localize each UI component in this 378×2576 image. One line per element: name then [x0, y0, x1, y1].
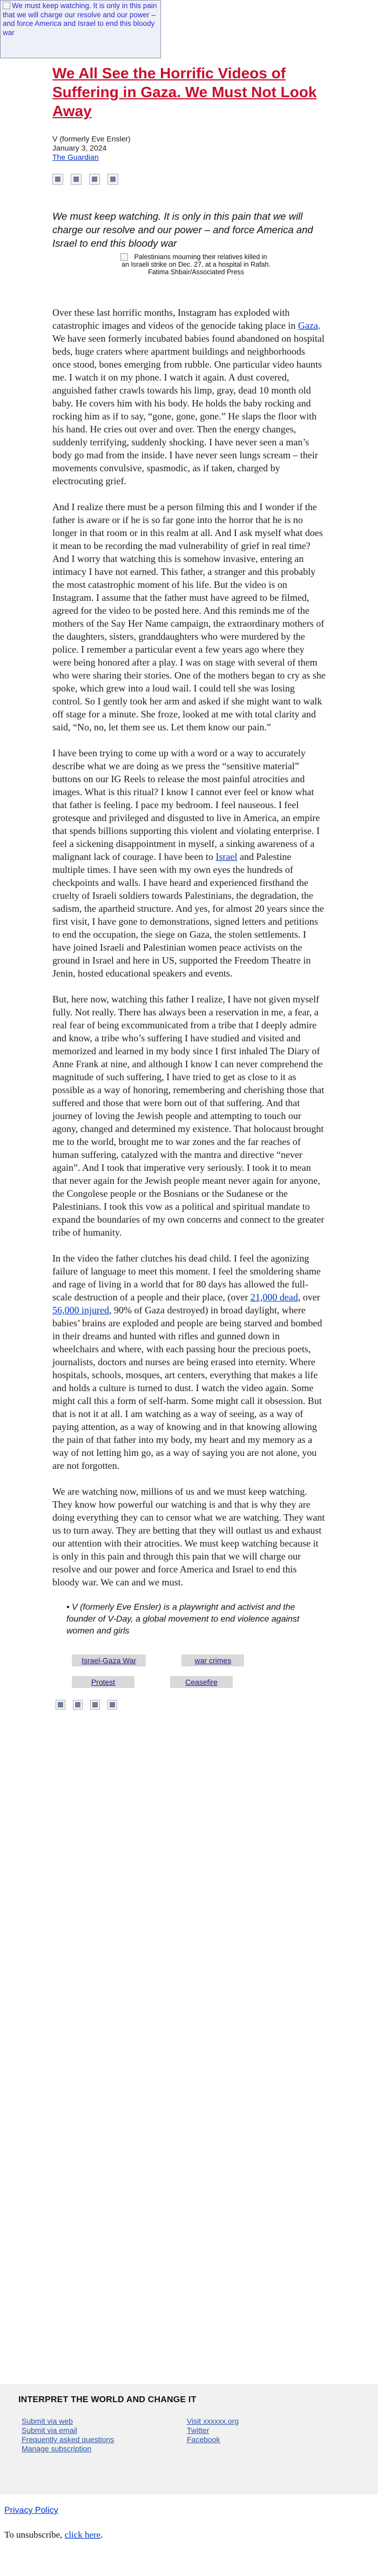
submit-email-link[interactable]: Submit via email [22, 2426, 77, 2435]
privacy-line [4, 2506, 58, 2516]
tag-protest[interactable]: Protest [72, 1676, 134, 1688]
tag-israel-gaza-war[interactable]: Israel-Gaza War [72, 1655, 146, 1666]
broken-image-icon [3, 2, 10, 9]
submit-web-link[interactable]: Submit via web [22, 2417, 73, 2425]
twitter-link[interactable]: Twitter [187, 2426, 210, 2435]
article-lede: We must keep watching. It is only in this pain that we will charge our resolve and our power – and force America and Israel to end this bloody war [52, 211, 313, 249]
visit-site-link[interactable]: Visit xxxxxx.org [187, 2417, 239, 2425]
article-date: January 3, 2024 [52, 144, 107, 152]
article-source-link[interactable]: The Guardian [52, 153, 99, 161]
figure-caption: Palestinians mourning their relatives killed in an Israeli strike on Dec. 27, at a hospital in Rafah. Fatima Shbair/Associated Press [122, 253, 271, 276]
newsletter-footer [0, 2384, 378, 2494]
unsubscribe-link[interactable]: click here [64, 2530, 101, 2540]
dead-count-link[interactable]: 21,000 dead [250, 1292, 298, 1303]
paragraph-3: I have been trying to come up with a word or a way to accurately describe what we are doing as we press the “sensitive material” buttons on our IG Reels to release the most painful atrocities and images. What is this ritual? I know I cannot ever feel or know what that father is feeling. I pace my bedroom. I feel nauseous. I feel grotesque and privileged and disgusted to live in America, an empire that spends billions supporting this violent and violating enterprise. I feel a sickening disappointment in myself, a sinking awareness of a malignant lack of courage. I have been to Israel and Palestine multiple times. I have seen with my own eyes the hundreds of checkpoints and walls. I have heard and experienced firsthand the cruelty of Israeli soldiers towards Palestinians, the degradation, the sadism, the apartheid structure. And yes, for almost 20 years since the first visit, I have gone to demonstrations, signed letters and petitions to end the occupation, the siege on Gaza, the stolen settlements. I have joined Israeli and Palestinian women peace activists on the ground in Israel and here in US, supported the Freedom Theatre in Jenin, hosted educational speakers and events. [52, 748, 324, 979]
share-email-icon[interactable] [90, 1700, 100, 1710]
share-twitter-icon[interactable] [73, 1700, 83, 1710]
footer-links-left [22, 2417, 114, 2453]
manage-subscription-link[interactable]: Manage subscription [22, 2444, 92, 2453]
tag-war-crimes[interactable]: war crimes [181, 1655, 244, 1666]
share-bar-top [52, 174, 326, 188]
article-title[interactable]: We All See the Horrific Videos of Suffering in Gaza. We Must Not Look Away [52, 65, 317, 119]
article-figure [120, 253, 272, 276]
broken-image-icon [120, 253, 128, 261]
header-image-alt-text: We must keep watching. It is only in this pain that we will charge our resolve and our power – and force America and Israel to end this bloody war [3, 2, 157, 37]
share-email-icon[interactable] [89, 174, 100, 185]
faq-link[interactable]: Frequently asked questions [22, 2435, 114, 2444]
tag-ceasefire[interactable]: Ceasefire [170, 1676, 233, 1688]
author-bio: • V (formerly Eve Ensler) is a playwright and activist and the founder of V-Day, a global movement to end violence against women and girls [66, 1603, 300, 1636]
paragraph-1: Over these last horrific months, Instagram has exploded with catastrophic images and videos of the genocide taking place in Gaza. We have seen formerly incubated babies found abandoned on hospital beds, huge craters where apartment buildings and neighborhoods once stood, bones emerging from rubble. One particular video haunts me. I watch it on my phone. I watch it again. A dust covered, anguished father crawls towards his limp, gray, dead 10 month old baby. He covers him with his body. He holds the baby rocking and rocking him as if to say, “gone, gone, gone.” He slaps the floor with his hand. He cries out over and over. Then the energy changes, suddenly terrifying, suddenly shocking. I have never seen a man’s body go mad from the inside. I have never seen lungs scream – their movements convulsive, spasmodic, as if taken, charged by electrocuting grief. [52, 307, 325, 486]
tag-list [52, 1655, 326, 1698]
injured-count-link[interactable]: 56,000 injured [52, 1305, 109, 1316]
share-facebook-icon[interactable] [56, 1700, 65, 1710]
facebook-link[interactable]: Facebook [187, 2435, 220, 2444]
privacy-policy-link[interactable]: Privacy Policy [4, 2506, 58, 2515]
share-print-icon[interactable] [107, 1700, 117, 1710]
unsubscribe-line: To unsubscribe, click here. [4, 2530, 103, 2540]
share-bar-bottom [56, 1700, 326, 1712]
paragraph-2: And I realize there must be a person filming this and I wonder if the father is aware or if he is so far gone into the horror that he is no longer in that room or in this realm at all. And I ask myself what does it mean to be recording the mad vulnerability of grief in real time? And I worry that watching this is somehow invasive, entering an intimacy I have not earned. This father, a stranger and this probably the most catastrophic moment of his life. But the video is on Instagram. I assume that the father must have agreed to be filmed, agreed for the video to be posted here. And this reminds me of the mothers of the Say Her Name campaign, the extraordinary mothers of the daughters, sisters, granddaughters who were murdered by the police. I remember a particular event a few years ago where they were being honored after a play. I was on stage with several of them who were sharing their stories. One of the mothers began to cry as she spoke, which grew into a loud wail. I could tell she was losing control. So I gently took her arm and asked if she might want to walk off stage for a minute. She froze, looked at me with total clarity and said, “No, no, let them see us. Let them know our pain.” [52, 501, 326, 733]
israel-link[interactable]: Israel [215, 851, 238, 862]
paragraph-4: But, here now, watching this father I realize, I have not given myself fully. Not really. There has always been a reservation in me, a fear, a real fear of being excommunicated from a tribe that I deeply admire and know, a tribe who’s suffering I have studied and visited and memorized and learned in my body since I first inhaled The Diary of Anne Frank at nine, and although I know I can never comprehend the magnitude of such suffering, I have tried to get as close to it as possible as a way of honoring, remembering and cherishing those that suffered and those that were born out of that suffering. And that journey of loving the Jewish people and attempting to touch our agony, changed and determined my existence. That holocaust brought me to the world, brought me to war zones and the far reaches of human suffering, catalyzed with the mantra and directive “never again”. And I took that imperative very seriously. I took it to mean that never again for the Jewish people meant never again for anyone, the Congolese people or the Bosnians or the Sudanese or the Palestinians. I took this vow as a political and spiritual mandate to expand the boundaries of my own concerns and connect to the greater tribe of humanity. [52, 994, 325, 1238]
header-banner-image[interactable] [0, 0, 161, 58]
paragraph-6: We are watching now, millions of us and we must keep watching. They know how powerful our watching is and that is why they are doing everything they can to censor what we are watching. They want us to turn away. They are betting that they will outlast us and exhaust our attention with their atrocities. We must keep watching because it is only in this pain and through this pain that we will charge our resolve and our power and force America and Israel to end this bloody war. We can and we must. [52, 1486, 325, 1588]
article-container [52, 64, 326, 1712]
share-print-icon[interactable] [107, 174, 118, 185]
paragraph-5: In the video the father clutches his dead child. I feel the agonizing failure of language to meet this moment. I feel the smoldering shame and rage of living in a world that for 80 days has allowed the full-scale destruction of a people and their place, (over 21,000 dead, over 56,000 injured, 90% of Gaza destroyed) in broad daylight, where babies’ brains are exploded and people are being starved and bombed in their dreams and hunted with rifles and gunned down in wheelchairs and where, with each passing hour the precious poets, journalists, doctors and nurses are being erased into eternity. Where hospitals, schools, mosques, art centers, everything that makes a life and holds a culture is turned to dust. I watch the video again. Some might call this a form of self-harm. Some might call it obsession. But that is not it at all. I am watching as a way of seeing, as a way of paying attention, as a way of knowing and in that knowing allowing the pain of that father into my body, my heart and my memory as a way of not letting him go, as a way of saying you are not alone, you are not forgotten. [52, 1253, 322, 1471]
gaza-link[interactable]: Gaza [298, 320, 318, 331]
footer-links-right [187, 2417, 239, 2444]
footer-heading: INTERPRET THE WORLD AND CHANGE IT [18, 2395, 197, 2404]
share-twitter-icon[interactable] [71, 174, 82, 185]
article-body [52, 306, 326, 1589]
article-author: V (formerly Eve Ensler) [52, 134, 131, 143]
article-meta [52, 134, 326, 162]
share-facebook-icon[interactable] [52, 174, 63, 185]
